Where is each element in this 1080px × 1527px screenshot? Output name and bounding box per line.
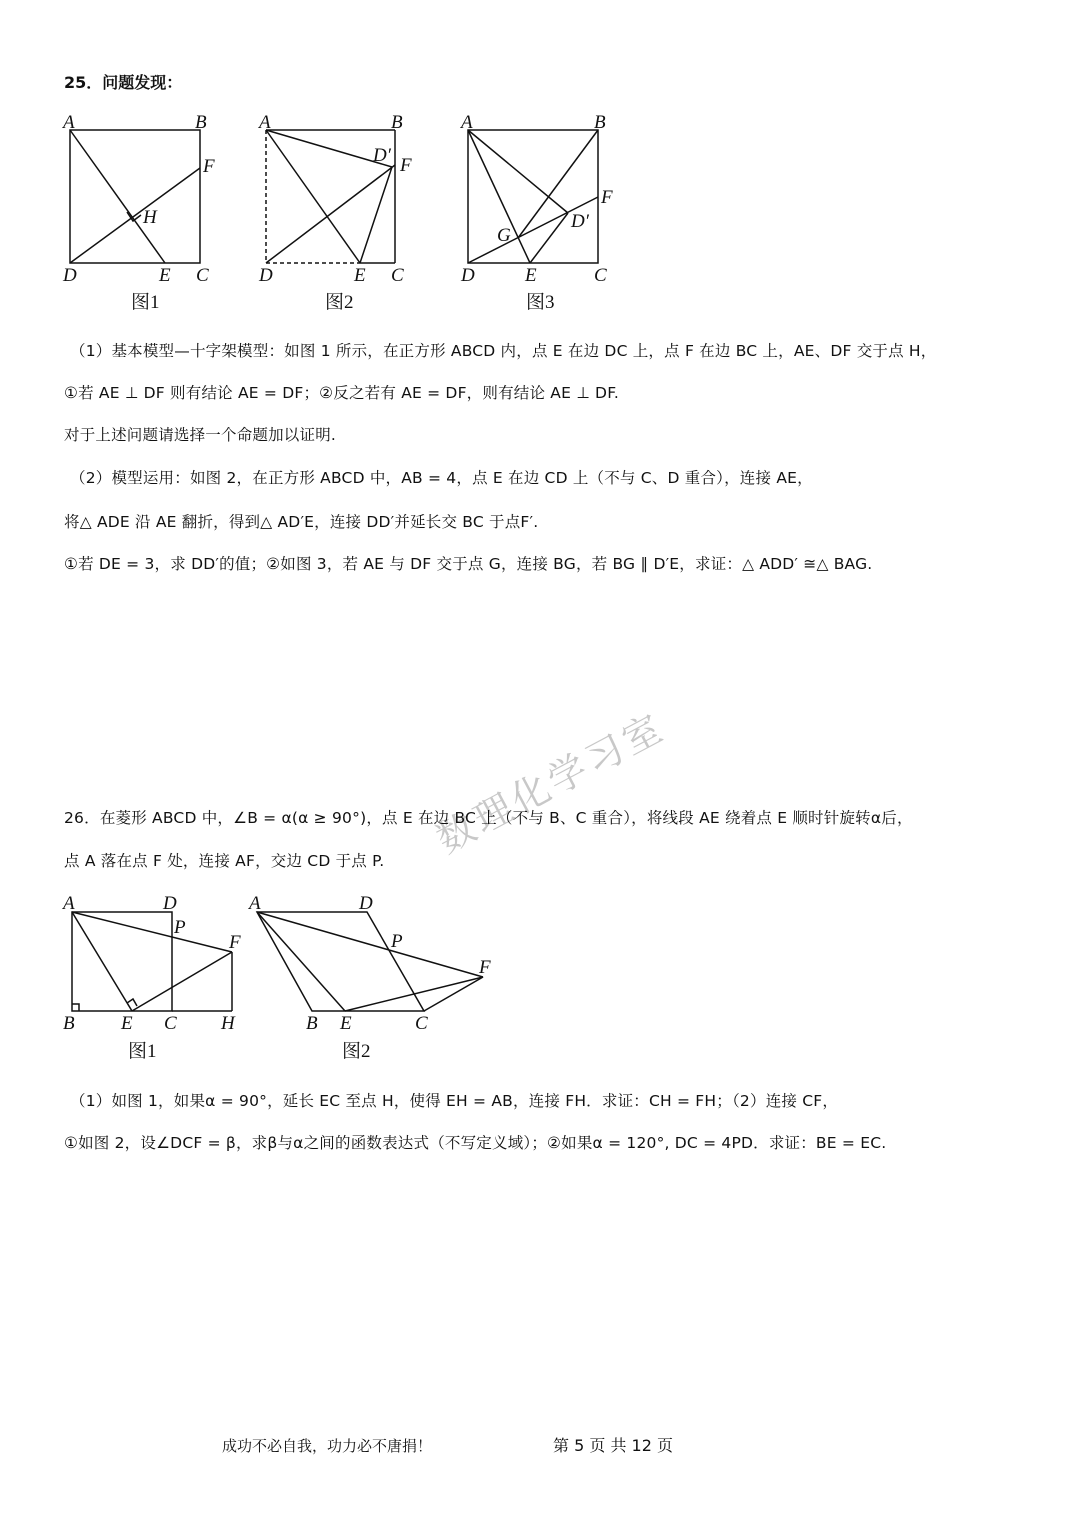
q26-line-1: 26．在菱形 ABCD 中，∠B = α(α ≥ 90°)，点 E 在边 BC 上（不与 B、C 重合），将线段 AE 绕着点 E 顺时针旋转α后， [64,809,913,827]
q26-fig2-label-B: B [306,1013,318,1034]
q25-fig2-caption: 图2 [325,292,354,313]
q26-line-2: 点 A 落在点 F 处，连接 AF，交边 CD 于点 P. [64,852,385,870]
q26-fig1-label-F: F [229,932,241,953]
q26-fig1-label-A: A [63,893,75,914]
q25-fig1-AE [70,130,165,263]
q26-fig1-right-angle-B [72,1004,79,1011]
q25-fig1-square [70,130,200,263]
watermark-text: 数理化学习室 [429,704,673,862]
q25-fig2-AE [266,130,360,263]
q25-fig2-label-C: C [391,265,404,286]
q26-fig1-label-C: C [164,1013,177,1034]
q25-fig3-label-A: A [461,112,473,133]
q26-fig1-label-B: B [63,1013,75,1034]
q25-fig1-caption: 图1 [131,292,160,313]
q25-fig3-label-F: F [601,187,613,208]
q26-fig1-AF [72,912,232,952]
q25-fig3-caption: 图3 [526,292,555,313]
q26-fig1-label-H: H [221,1013,235,1034]
q26-fig1-AE [72,912,132,1011]
q25-fig3-label-D: D [461,265,475,286]
q26-fig1-caption: 图1 [128,1041,157,1062]
q26-fig2-label-P: P [391,931,403,952]
q25-fig3-square [468,130,598,263]
q26-fig1-label-D: D [163,893,177,914]
q25-fig3-label-C: C [594,265,607,286]
q26-fig2-label-E: E [340,1013,352,1034]
q26-figures [55,885,515,1065]
q25-line-5: 将△ ADE 沿 AE 翻折，得到△ AD′E，连接 DD′并延长交 BC 于点F′. [64,513,539,531]
q25-fig2-label-Dprime: D′ [373,145,391,166]
q25-fig3-label-E: E [525,265,537,286]
q26-fig2-CF [424,977,483,1011]
q26-sub-line-2: ①如图 2，设∠DCF = β，求β与α之间的函数表达式（不写定义域）；②如果α = 120°, DC = 4PD．求证：BE = EC. [64,1134,887,1152]
q26-fig2-rhombus [257,912,424,1011]
q25-fig2-label-D: D [259,265,273,286]
footer-page-number: 第 5 页 共 12 页 [553,1436,673,1455]
q26-fig2-label-A: A [249,893,261,914]
q25-title: 25．问题发现： [64,73,183,92]
q25-fig3-label-Dprime: D′ [571,211,589,232]
q25-fig1-label-A: A [63,112,75,133]
q25-fig1-label-F: F [203,156,215,177]
q26-fig1-label-E: E [121,1013,133,1034]
q25-fig1-label-H: H [143,207,157,228]
q26-fig2-AE [257,912,345,1011]
q25-fig1-label-D: D [63,265,77,286]
q26-fig2-label-F: F [479,957,491,978]
q25-fig1-label-C: C [196,265,209,286]
q25-fig2-label-B: B [391,112,403,133]
footer-motto: 成功不必自我，功力必不唐捐！ [222,1437,433,1455]
q26-fig2-AF [257,912,483,977]
q25-line-4: （2）模型运用：如图 2，在正方形 ABCD 中，AB = 4，点 E 在边 CD 上（不与 C、D 重合），连接 AE， [70,469,813,487]
q26-fig1-EF [132,952,232,1011]
q25-line-2: ①若 AE ⊥ DF 则有结论 AE = DF；②反之若有 AE = DF，则有结论 AE ⊥ DF. [64,384,619,402]
q25-fig1-label-B: B [195,112,207,133]
q26-fig2-EF [345,977,483,1011]
q26-fig2-caption: 图2 [342,1041,371,1062]
q25-line-1: （1）基本模型—十字架模型：如图 1 所示，在正方形 ABCD 内，点 E 在边 DC 上，点 F 在边 BC 上，AE、DF 交于点 H， [70,342,937,360]
q25-line-3: 对于上述问题请选择一个命题加以证明. [64,426,337,444]
q26-fig1-label-P: P [174,917,186,938]
q25-fig1-label-E: E [159,265,171,286]
q25-figures [55,105,635,325]
q25-fig3-label-G: G [497,225,511,246]
q26-fig2-label-D: D [359,893,373,914]
q26-fig2-label-C: C [415,1013,428,1034]
q26-sub-line-1: （1）如图 1，如果α = 90°，延长 EC 至点 H，使得 EH = AB，连接 FH．求证：CH = FH；（2）连接 CF， [70,1092,839,1110]
q25-line-6: ①若 DE = 3，求 DD′的值；②如图 3，若 AE 与 DF 交于点 G，连接 BG，若 BG ∥ D′E，求证：△ ADD′ ≅△ BAG. [64,555,873,573]
q25-fig2-label-E: E [354,265,366,286]
q25-fig2-label-F: F [400,155,412,176]
q25-fig1-DF [70,168,200,263]
q25-fig3-label-B: B [594,112,606,133]
q25-fig2-label-A: A [259,112,271,133]
